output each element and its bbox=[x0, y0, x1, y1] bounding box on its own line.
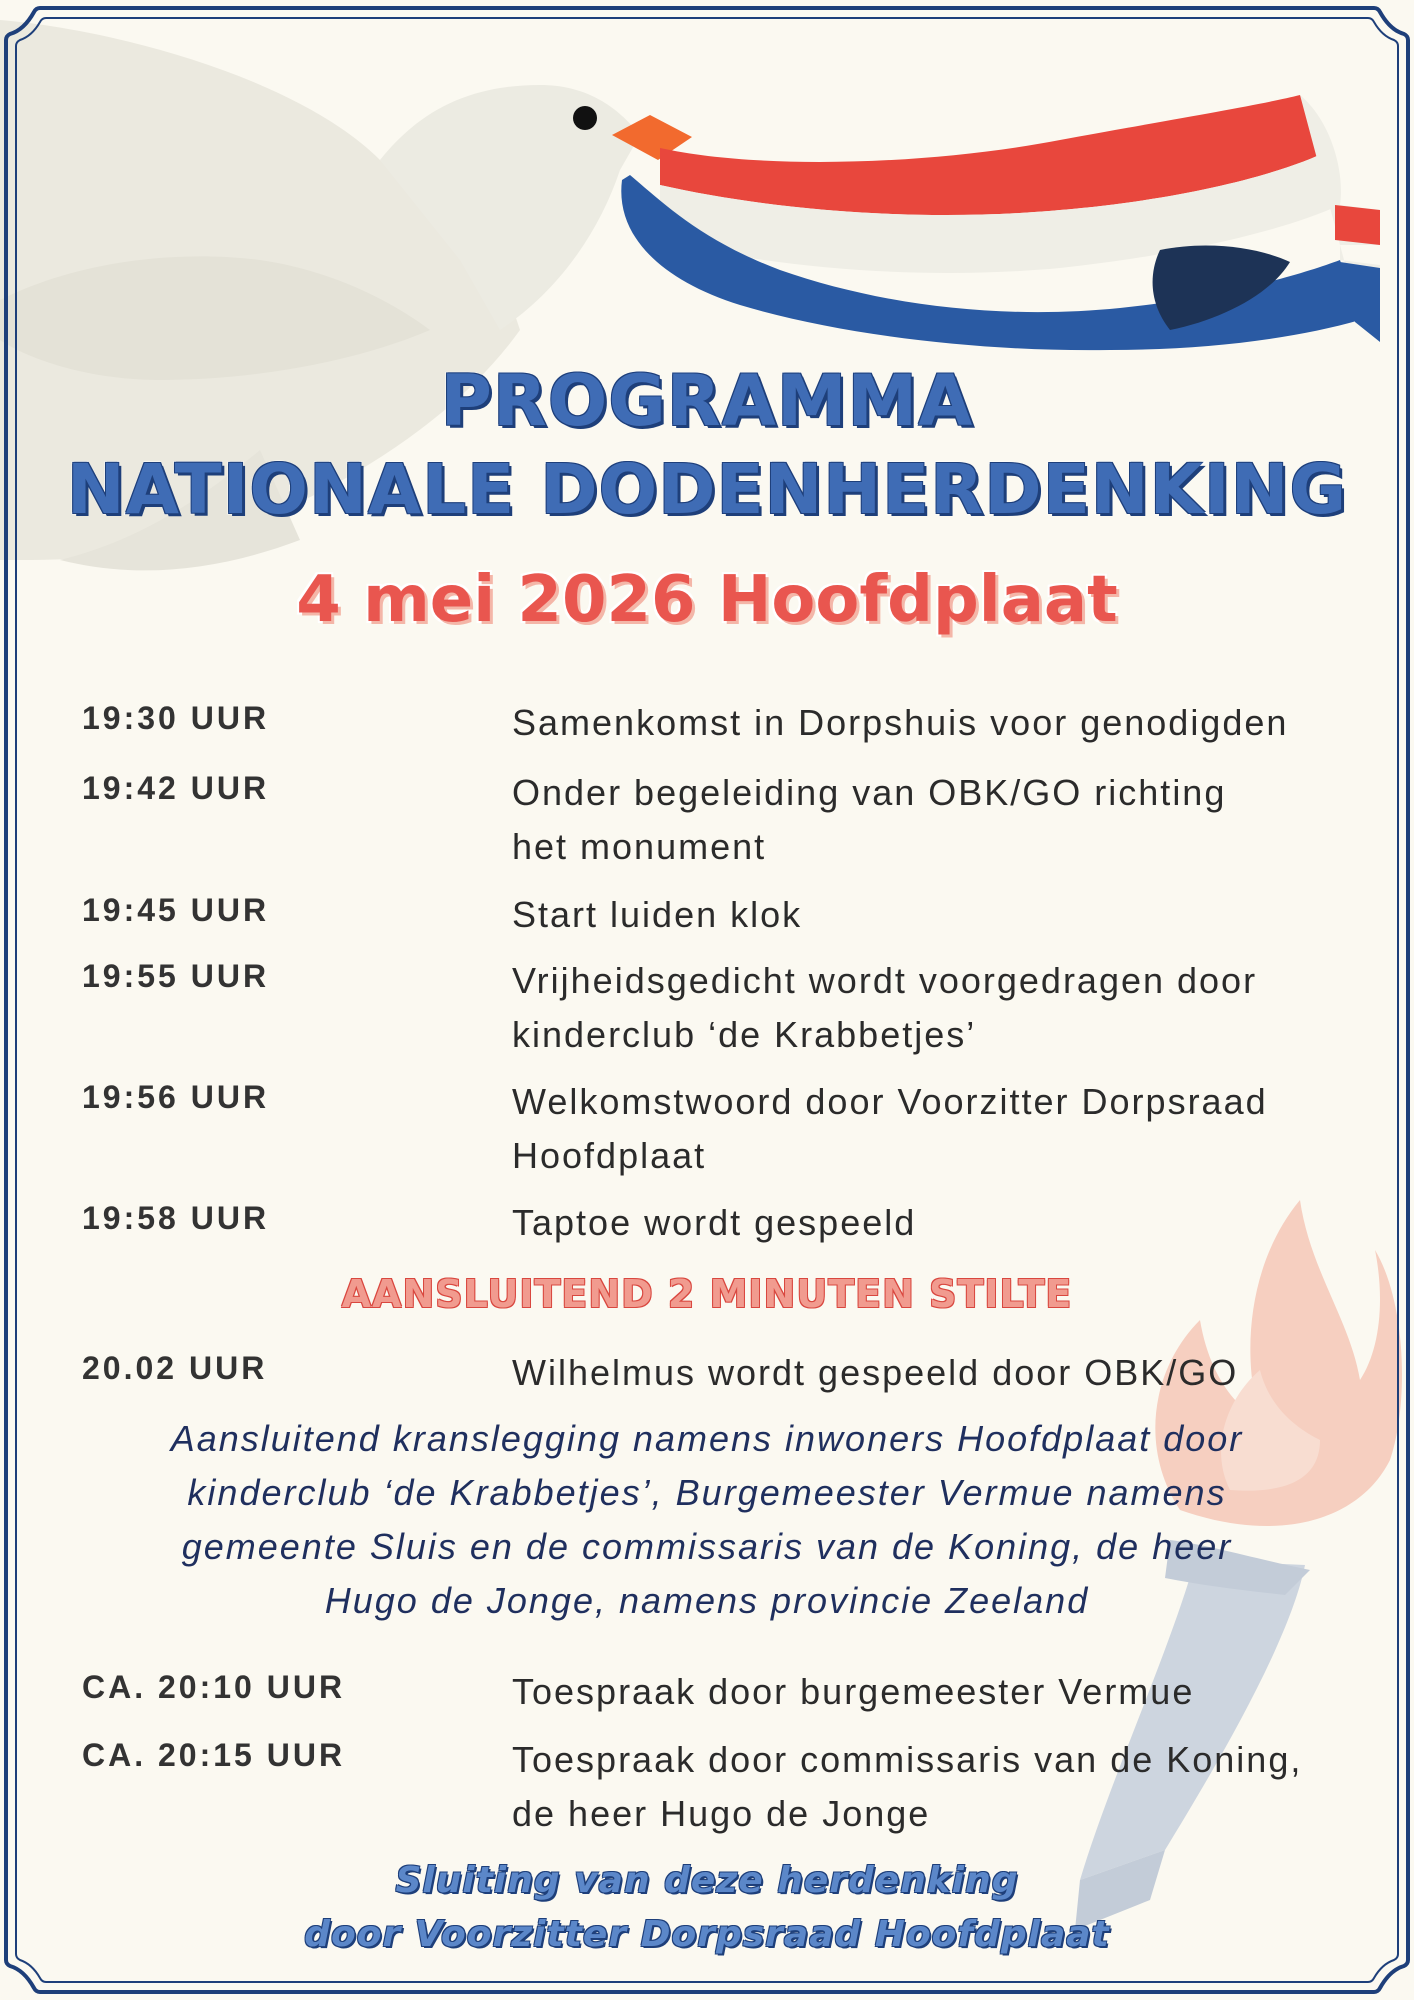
schedule-time: CA. 20:10 UUR bbox=[82, 1669, 346, 1705]
schedule-time: 19:58 UUR bbox=[82, 1200, 270, 1236]
schedule-description bbox=[512, 1075, 1392, 1183]
wreath-line: Hugo de Jonge, namens provincie Zeeland bbox=[324, 1580, 1090, 1621]
description-line: kinderclub ‘de Krabbetjes’ bbox=[512, 1014, 977, 1055]
schedule-time: CA. 20:15 UUR bbox=[82, 1737, 346, 1773]
schedule-time: 19:55 UUR bbox=[82, 958, 270, 994]
schedule-time: 19:30 UUR bbox=[82, 700, 270, 736]
schedule-description bbox=[512, 1733, 1392, 1841]
wreath-line: gemeente Sluis en de commissaris van de Koning, de heer bbox=[181, 1526, 1233, 1567]
schedule-description bbox=[512, 954, 1392, 1062]
silence-banner: AANSLUITEND 2 MINUTEN STILTE bbox=[341, 1272, 1073, 1316]
description-line: de heer Hugo de Jonge bbox=[512, 1793, 931, 1834]
schedule-description bbox=[512, 766, 1392, 874]
schedule-description: Samenkomst in Dorpshuis voor genodigden bbox=[512, 702, 1289, 743]
schedule-description: Toespraak door burgemeester Vermue bbox=[512, 1671, 1195, 1712]
wreath-line: kinderclub ‘de Krabbetjes’, Burgemeester Vermue namens bbox=[187, 1472, 1227, 1513]
title-dodenherdenking: NATIONALE DODENHERDENKING bbox=[66, 450, 1348, 530]
date-location-title: 4 mei 2026 Hoofdplaat bbox=[296, 563, 1118, 637]
schedule-description: Wilhelmus wordt gespeeld door OBK/GO bbox=[512, 1352, 1239, 1393]
title-programma: PROGRAMMA bbox=[440, 360, 974, 442]
description-line: Hoofdplaat bbox=[512, 1135, 707, 1176]
wreath-line: Aansluitend kranslegging namens inwoners Hoofdplaat door bbox=[170, 1418, 1244, 1459]
flag-ribbon-icon bbox=[621, 95, 1380, 350]
closing-line-2: door Voorzitter Dorpsraad Hoofdplaat bbox=[304, 1914, 1110, 1955]
description-line: Vrijheidsgedicht wordt voorgedragen door bbox=[512, 960, 1258, 1001]
description-line: Welkomstwoord door Voorzitter Dorpsraad bbox=[512, 1081, 1268, 1122]
schedule-description: Start luiden klok bbox=[512, 894, 803, 935]
closing-line-1: Sluiting van deze herdenking bbox=[395, 1860, 1019, 1901]
description-line: Toespraak door commissaris van de Koning, bbox=[512, 1739, 1303, 1780]
schedule-time: 19:42 UUR bbox=[82, 770, 270, 806]
schedule-time: 20.02 UUR bbox=[82, 1350, 268, 1386]
schedule-time: 19:56 UUR bbox=[82, 1079, 270, 1115]
schedule-time: 19:45 UUR bbox=[82, 892, 270, 928]
wreath-laying-text bbox=[107, 1412, 1307, 1628]
description-line: het monument bbox=[512, 826, 767, 867]
description-line: Onder begeleiding van OBK/GO richting bbox=[512, 772, 1227, 813]
schedule-description: Taptoe wordt gespeeld bbox=[512, 1202, 917, 1243]
